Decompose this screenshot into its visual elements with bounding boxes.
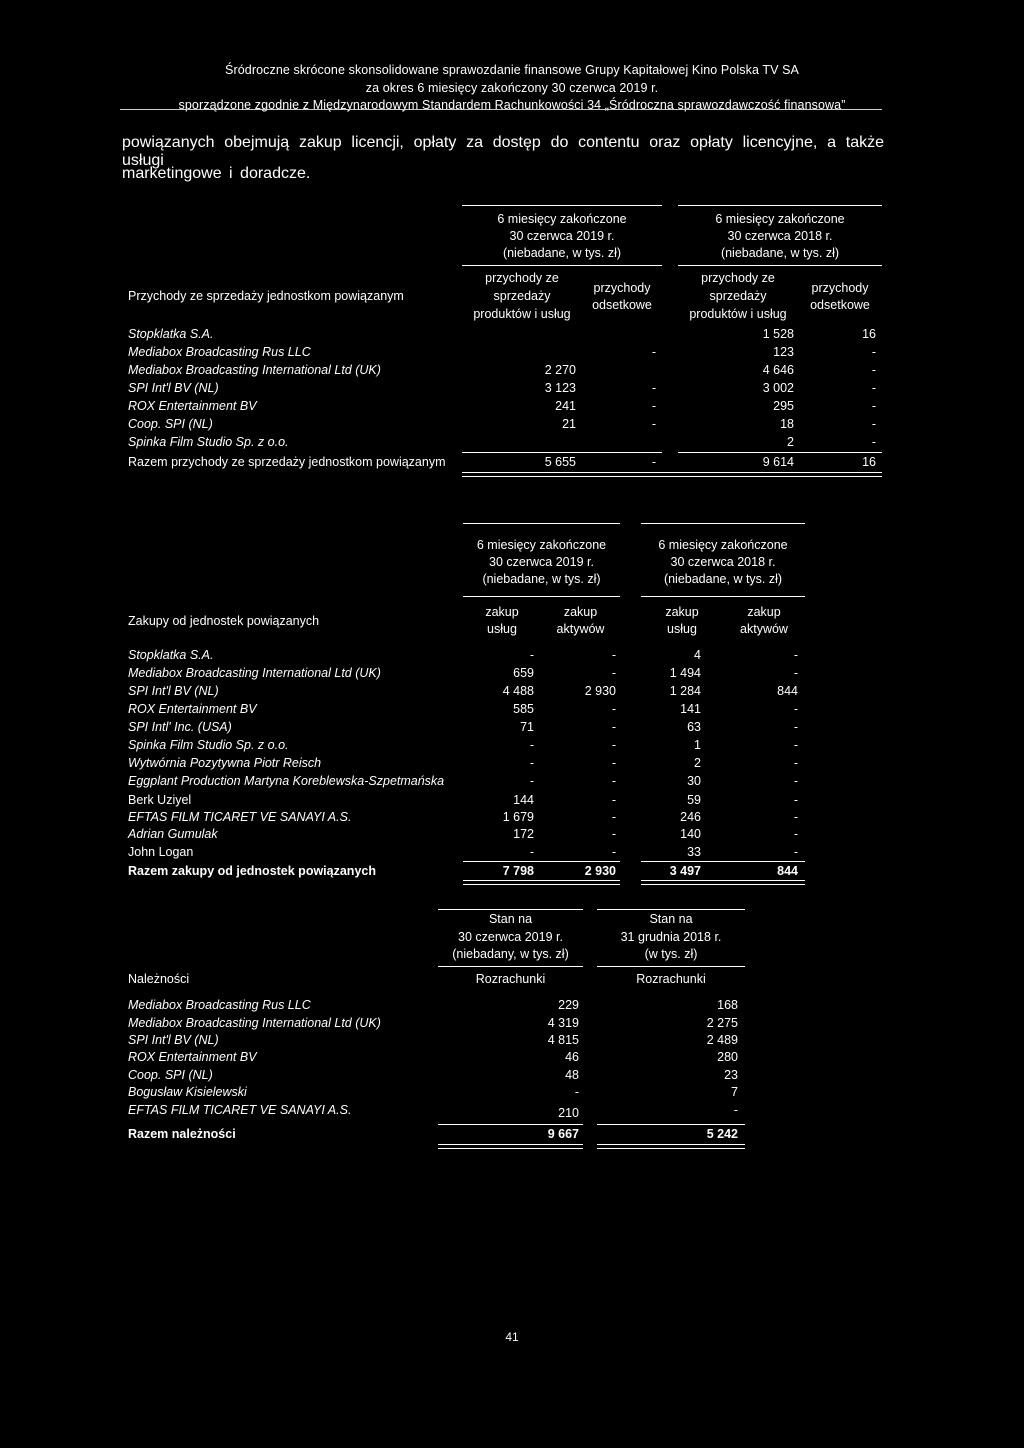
table-cell: 168 <box>717 998 738 1012</box>
table-cell: 48 <box>565 1068 579 1082</box>
table-cell: - <box>574 1085 579 1099</box>
recv-col-2019: Rozrachunki <box>475 972 546 986</box>
table-cell: 2 <box>787 435 794 449</box>
purch-2018-mid-rule <box>641 596 805 597</box>
recv-period-2019-l3: (niebadany, w tys. zł) <box>452 947 569 961</box>
sales-total-label: Razem przychody ze sprzedaży jednostkom powiązanym <box>128 455 446 469</box>
sales-total-cell: 9 614 <box>762 455 794 469</box>
sales-period-2019-l2: 30 czerwca 2019 r. <box>509 229 615 243</box>
table-cell: - <box>793 648 798 662</box>
table-cell: 2 270 <box>544 363 576 377</box>
table-cell: - <box>793 720 798 734</box>
table-row-label: Bogusław Kisielewski <box>128 1085 247 1099</box>
purch-col-assets-2018-l2: aktywów <box>740 622 788 636</box>
table-row-label: Spinka Film Studio Sp. z o.o. <box>128 435 289 449</box>
recv-period-2018-l2: 31 grudnia 2018 r. <box>620 930 722 944</box>
table-row-label: SPI Int'l BV (NL) <box>128 684 219 698</box>
report-standard: sporządzone zgodnie z Międzynarodowym Standardem Rachunkowości 34 „Śródroczna sprawozdawczość finansowa” <box>178 98 846 112</box>
purch-period-2018-l1: 6 miesięcy zakończone <box>658 538 788 552</box>
report-period: za okres 6 miesięcy zakończony 30 czerwca 2019 r. <box>365 81 659 95</box>
table-cell: 280 <box>717 1050 738 1064</box>
sales-col-products-2018-l1: przychody ze <box>701 271 775 285</box>
table-cell: - <box>793 827 798 841</box>
table-cell: - <box>793 702 798 716</box>
sales-col-interest-2018-l1: przychody <box>811 281 869 295</box>
table-cell: - <box>793 845 798 859</box>
table-row-label: SPI Intl' Inc. (USA) <box>128 720 232 734</box>
table-row-label: Stopklatka S.A. <box>128 648 214 662</box>
table-cell: 63 <box>687 720 701 734</box>
purch-period-2018-l2: 30 czerwca 2018 r. <box>670 555 776 569</box>
table-cell: - <box>793 793 798 807</box>
table-cell: 2 275 <box>706 1016 738 1030</box>
table-cell: 1 <box>694 738 701 752</box>
table-cell: - <box>529 738 534 752</box>
sales-2019-mid-rule <box>462 265 662 266</box>
table-cell: - <box>529 756 534 770</box>
purch-col-assets-l2: aktywów <box>556 622 605 636</box>
purch-period-2019-l1: 6 miesięcy zakończone <box>476 538 607 552</box>
sales-2018-top-rule <box>678 205 882 206</box>
sales-col-interest-l2: odsetkowe <box>592 298 652 312</box>
recv-period-2018-l3: (w tys. zł) <box>644 947 698 961</box>
table-row-label: Coop. SPI (NL) <box>128 1068 213 1082</box>
table-cell: 23 <box>724 1068 738 1082</box>
table-row-label: ROX Entertainment BV <box>128 399 257 413</box>
receivables-total-cell: 9 667 <box>547 1127 579 1141</box>
table-cell: 2 489 <box>706 1033 738 1047</box>
purch-period-2019-l3: (niebadane, w tys. zł) <box>482 572 601 586</box>
purch-col-services-2018-l2: usług <box>667 622 697 636</box>
purch-2019-mid-rule <box>463 596 620 597</box>
purch-subtotal-rule <box>463 861 620 862</box>
table-row-label: Berk Uziyel <box>128 793 192 807</box>
table-row-label: EFTAS FILM TICARET VE SANAYI A.S. <box>128 810 352 824</box>
table-cell: - <box>871 363 876 377</box>
table-row-label: Mediabox Broadcasting International Ltd (UK) <box>128 1016 381 1030</box>
table-cell: - <box>611 720 616 734</box>
table-cell: 33 <box>687 845 701 859</box>
recv-2018-mid-rule <box>597 966 745 967</box>
table-row-label: Wytwórnia Pozytywna Piotr Reisch <box>128 756 322 770</box>
table-row-label: Mediabox Broadcasting International Ltd (UK) <box>128 666 381 680</box>
table-cell: 585 <box>513 702 534 716</box>
table-cell: 2 <box>694 756 701 770</box>
table-cell: - <box>611 756 616 770</box>
table-cell: 3 002 <box>762 381 794 395</box>
recv-subtotal-rule <box>438 1124 583 1125</box>
purch-period-2018-l3: (niebadane, w tys. zł) <box>663 572 783 586</box>
table-cell: - <box>611 702 616 716</box>
table-cell: 140 <box>680 827 701 841</box>
recv-subtotal-rule-2018 <box>597 1124 745 1125</box>
recv-total-double-rule-2018 <box>597 1144 745 1149</box>
table-row-label: John Logan <box>128 845 194 859</box>
table-cell: 123 <box>773 345 794 359</box>
purch-col-services-l2: usług <box>487 622 517 636</box>
sales-table-title: Przychody ze sprzedaży jednostkom powiązanym <box>128 289 404 303</box>
table-cell: - <box>793 774 798 788</box>
table-cell: 4 <box>694 648 701 662</box>
table-cell: - <box>733 1103 738 1117</box>
purch-col-assets-2018-l1: zakup <box>747 605 781 619</box>
table-cell: 1 679 <box>502 810 534 824</box>
table-cell: - <box>611 738 616 752</box>
sales-period-2018-l2: 30 czerwca 2018 r. <box>727 229 833 243</box>
purch-2018-top-rule <box>641 523 805 524</box>
table-cell: 2 930 <box>584 684 616 698</box>
table-cell: 1 494 <box>669 666 701 680</box>
table-cell: - <box>529 648 534 662</box>
sales-col-products-l2: sprzedaży <box>493 289 551 303</box>
receivables-total-cell: 5 242 <box>706 1127 738 1141</box>
purch-subtotal-rule-2018 <box>641 861 805 862</box>
purchases-total-cell: 844 <box>777 864 798 878</box>
purch-period-2019-l2: 30 czerwca 2019 r. <box>489 555 594 569</box>
sales-col-products-l3: produktów i usług <box>473 307 571 321</box>
table-cell: - <box>793 666 798 680</box>
sales-col-products-l1: przychody ze <box>485 271 559 285</box>
table-row-label: SPI Int'l BV (NL) <box>128 1033 219 1047</box>
table-cell: 4 646 <box>762 363 794 377</box>
table-cell: 3 123 <box>544 381 576 395</box>
table-row-label: Coop. SPI (NL) <box>128 417 213 431</box>
table-cell: - <box>529 845 534 859</box>
recv-total-double-rule <box>438 1144 583 1149</box>
table-cell: 16 <box>862 327 876 341</box>
table-cell: - <box>611 774 616 788</box>
sales-col-products-2018-l2: sprzedaży <box>709 289 767 303</box>
table-cell: 1 528 <box>762 327 794 341</box>
sales-period-2019-l3: (niebadane, w tys. zł) <box>502 246 622 260</box>
purchases-total-cell: 2 930 <box>584 864 616 878</box>
table-cell: - <box>611 648 616 662</box>
table-cell: 295 <box>773 399 794 413</box>
table-cell: - <box>793 738 798 752</box>
recv-period-2018-l1: Stan na <box>649 912 693 926</box>
intro-line-1: powiązanych obejmują zakup licencji, opłaty za dostęp do contentu oraz opłaty licencyjne, a także usługi <box>122 134 884 169</box>
table-cell: 1 284 <box>669 684 701 698</box>
table-cell: 659 <box>513 666 534 680</box>
recv-2019-top-rule <box>438 909 583 910</box>
table-cell: - <box>651 381 656 395</box>
table-cell: 59 <box>687 793 701 807</box>
table-cell: - <box>871 399 876 413</box>
purchases-total-cell: 3 497 <box>669 864 701 878</box>
purch-col-services-l1: zakup <box>485 605 519 619</box>
sales-total-cell: 16 <box>862 455 876 469</box>
table-cell: - <box>529 774 534 788</box>
table-cell: 241 <box>555 399 576 413</box>
table-cell: 246 <box>680 810 701 824</box>
purch-total-double-rule <box>463 880 620 885</box>
purch-total-double-rule-2018 <box>641 880 805 885</box>
table-cell: - <box>793 756 798 770</box>
recv-2018-top-rule <box>597 909 745 910</box>
table-cell: 229 <box>558 998 579 1012</box>
table-row-label: Mediabox Broadcasting Rus LLC <box>128 345 311 359</box>
table-cell: 844 <box>777 684 798 698</box>
table-cell: - <box>871 345 876 359</box>
table-row-label: Stopklatka S.A. <box>128 327 214 341</box>
sales-total-cell: - <box>651 455 656 469</box>
table-cell: 30 <box>687 774 701 788</box>
recv-period-2019-l2: 30 czerwca 2019 r. <box>458 930 563 944</box>
sales-period-2018-l3: (niebadane, w tys. zł) <box>720 246 840 260</box>
sales-total-double-rule <box>462 472 882 477</box>
table-cell: - <box>611 793 616 807</box>
sales-subtotal-rule-2018 <box>678 452 882 453</box>
table-cell: 21 <box>562 417 576 431</box>
recv-col-2018: Rozrachunki <box>636 972 706 986</box>
table-cell: 4 488 <box>502 684 534 698</box>
table-cell: 71 <box>520 720 534 734</box>
table-row-label: Adrian Gumulak <box>128 827 218 841</box>
table-row-label: Eggplant Production Martyna Koreblewska-Szpetmańska <box>128 774 445 788</box>
table-cell: - <box>651 345 656 359</box>
sales-total-cell: 5 655 <box>544 455 576 469</box>
sales-period-2018-l1: 6 miesięcy zakończone <box>715 212 845 226</box>
sales-period-2019-l1: 6 miesięcy zakończone <box>497 212 627 226</box>
table-cell: 141 <box>680 702 701 716</box>
purchases-total-label: Razem zakupy od jednostek powiązanych <box>128 864 376 878</box>
receivables-table-title: Należności <box>128 972 190 986</box>
table-row-label: ROX Entertainment BV <box>128 1050 257 1064</box>
table-cell: - <box>611 827 616 841</box>
table-cell: - <box>651 417 656 431</box>
table-cell: - <box>871 417 876 431</box>
table-row-label: Mediabox Broadcasting International Ltd (UK) <box>128 363 381 377</box>
sales-subtotal-rule <box>462 452 662 453</box>
recv-period-2019-l1: Stan na <box>488 912 533 926</box>
table-cell: 46 <box>565 1050 579 1064</box>
table-cell: - <box>611 810 616 824</box>
table-cell: 4 815 <box>547 1033 579 1047</box>
table-cell: 172 <box>513 827 534 841</box>
purch-2019-top-rule <box>463 523 620 524</box>
header-rule <box>120 109 882 110</box>
table-cell: - <box>871 381 876 395</box>
table-cell: - <box>651 399 656 413</box>
table-row-label: ROX Entertainment BV <box>128 702 257 716</box>
recv-2019-mid-rule <box>438 966 583 967</box>
sales-col-products-2018-l3: produktów i usług <box>689 307 787 321</box>
table-row-label: Spinka Film Studio Sp. z o.o. <box>128 738 289 752</box>
table-cell: - <box>611 666 616 680</box>
sales-2018-mid-rule <box>678 265 882 266</box>
sales-2019-top-rule <box>462 205 662 206</box>
receivables-total-label: Razem należności <box>128 1127 236 1141</box>
report-title: Śródroczne skrócone skonsolidowane sprawozdanie finansowe Grupy Kapitałowej Kino Polska TV SA <box>225 63 799 77</box>
purch-col-services-2018-l1: zakup <box>665 605 699 619</box>
table-row-label: SPI Int'l BV (NL) <box>128 381 219 395</box>
purch-col-assets-l1: zakup <box>563 605 598 619</box>
table-cell: 144 <box>513 793 534 807</box>
table-cell: 18 <box>780 417 794 431</box>
table-cell: 210 <box>558 1106 579 1120</box>
purchases-table-title: Zakupy od jednostek powiązanych <box>128 614 320 628</box>
table-cell: - <box>793 810 798 824</box>
table-cell: 4 319 <box>547 1016 579 1030</box>
purchases-total-cell: 7 798 <box>502 864 534 878</box>
table-cell: - <box>871 435 876 449</box>
table-cell: 7 <box>731 1085 738 1099</box>
table-row-label: Mediabox Broadcasting Rus LLC <box>128 998 311 1012</box>
sales-col-interest-l1: przychody <box>593 281 651 295</box>
sales-col-interest-2018-l2: odsetkowe <box>810 298 870 312</box>
table-row-label: EFTAS FILM TICARET VE SANAYI A.S. <box>128 1103 352 1117</box>
page-number: 41 <box>505 1330 519 1344</box>
table-cell: - <box>611 845 616 859</box>
intro-line-2: marketingowe i doradcze. <box>122 165 311 182</box>
